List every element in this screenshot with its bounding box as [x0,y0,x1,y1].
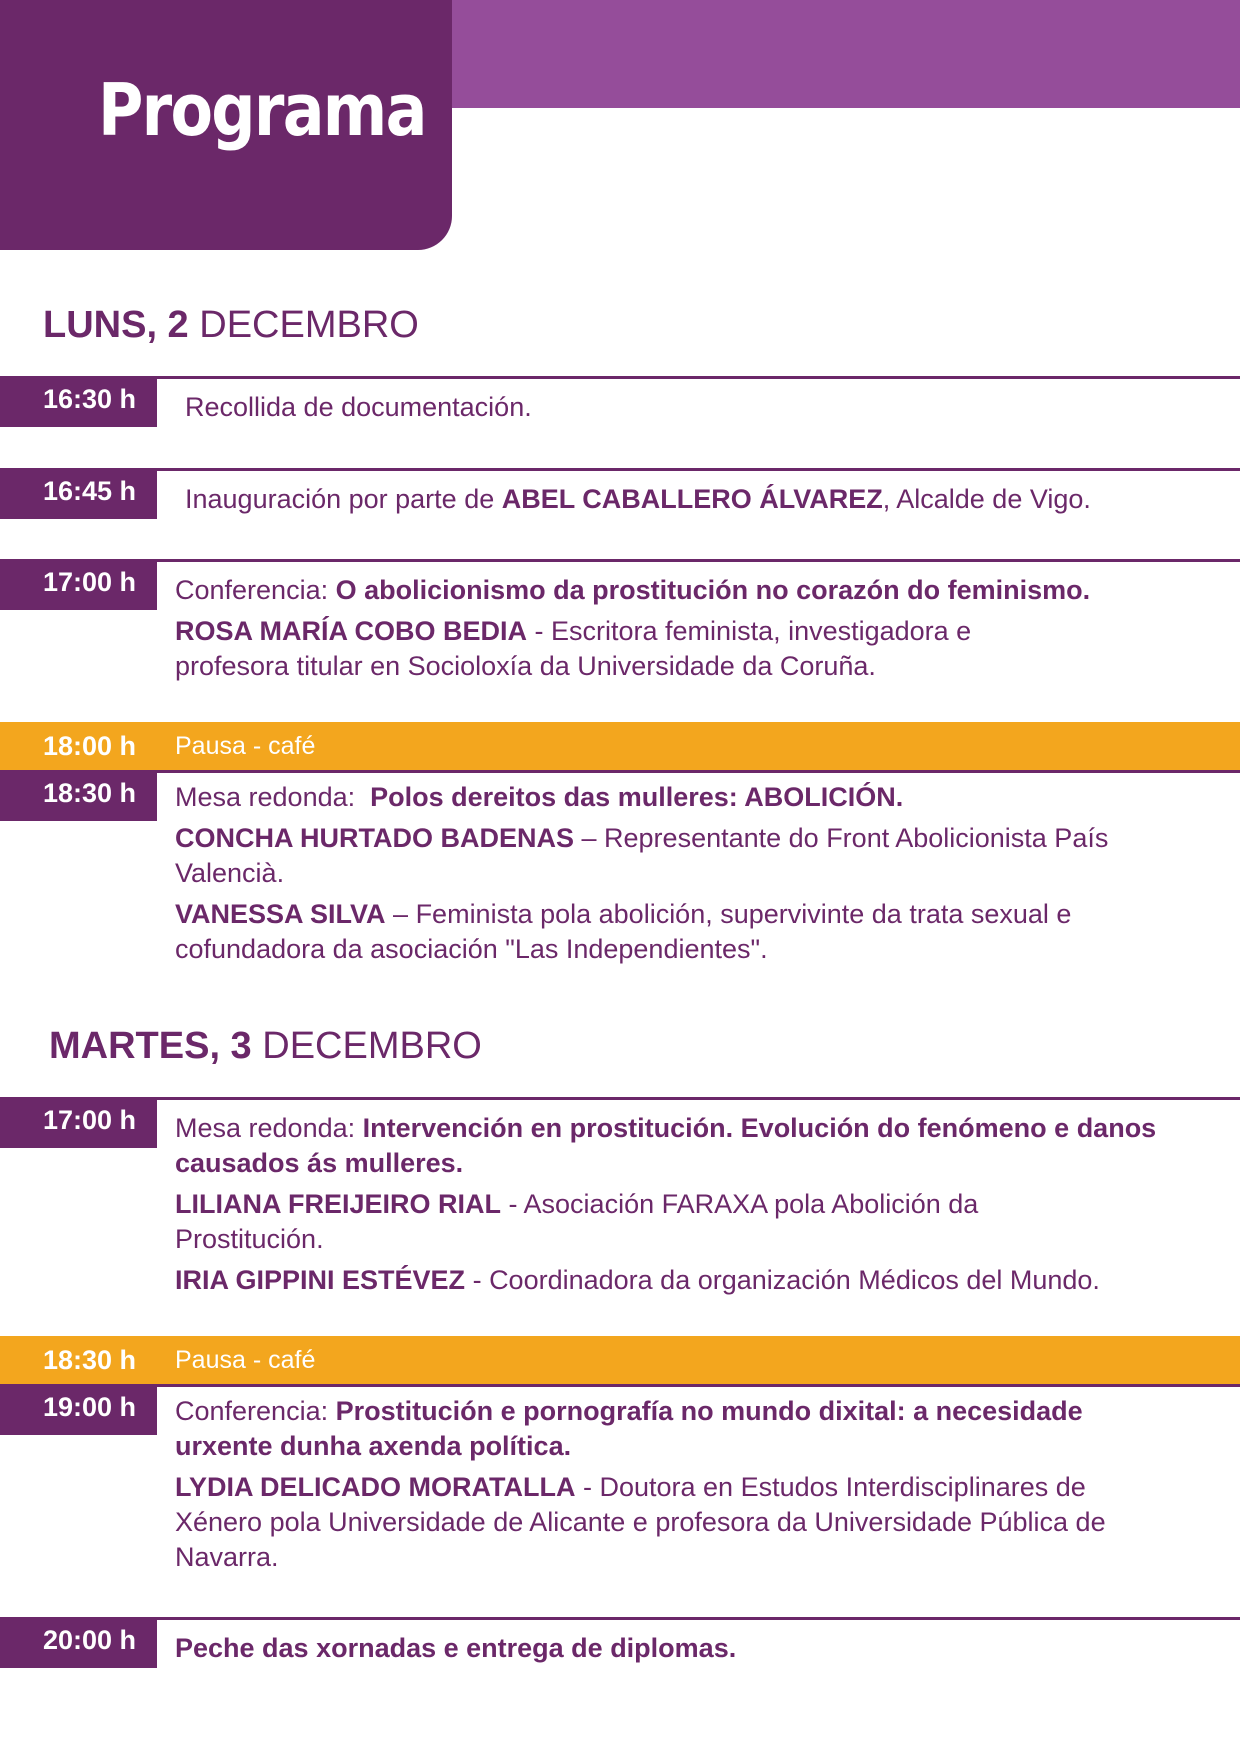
schedule-row [0,376,1240,436]
event-text: Inauguración por parte de ABEL CABALLERO ÁLVAREZ, Alcalde de Vigo. [185,484,1091,514]
event-content [185,390,532,425]
schedule-row [0,468,1240,528]
event-title: Peche das xornadas e entrega de diplomas. [175,1633,737,1663]
event-title: Mesa redonda: Intervención en prostitución. Evolución do fenómeno e danos causados ás mulleres. [175,1113,1157,1178]
event-time: 18:30 h [0,770,157,821]
pause-label: Pausa - café [175,1346,316,1374]
event-time: 16:30 h [0,376,157,427]
speaker-line: LILIANA FREIJEIRO RIAL - Asociación FARAXA pola Abolición da Prostitución. [175,1189,979,1254]
speaker-line: CONCHA HURTADO BADENAS – Representante do Front Abolicionista País Valencià. [175,823,1109,888]
event-content [175,573,1175,684]
speaker-name: CONCHA HURTADO BADENAS [175,823,574,853]
event-title: Conferencia: O abolicionismo da prostitución no corazón do feminismo. [175,575,1091,605]
header-accent-bar [450,0,1240,108]
row-divider [0,468,1240,471]
pause-bar [0,722,1240,770]
event-time: 19:00 h [0,1384,157,1435]
event-text: Recollida de documentación. [185,392,532,422]
event-content [175,1111,1165,1298]
title-box [0,0,452,250]
row-divider [0,1617,1240,1620]
speaker-line: ROSA MARÍA COBO BEDIA - Escritora feminista, investigadora e profesora titular en Socioloxía da Universidade da Coruña. [175,616,972,681]
speaker-name: LYDIA DELICADO MORATALLA [175,1472,576,1502]
event-content [175,1394,1185,1575]
schedule-row [0,770,1240,970]
speaker-line: LYDIA DELICADO MORATALLA - Doutora en Estudos Interdisciplinares de Xénero pola Universidade de Alicante e profesora da Universidade Pública de Navarra. [175,1472,1106,1572]
day-heading-luns: LUNS, 2 DECEMBRO [43,304,419,346]
event-time: 20:00 h [0,1617,157,1668]
pause-time: 18:30 h [43,1345,137,1375]
speaker-name: LILIANA FREIJEIRO RIAL [175,1189,502,1219]
event-content [175,1631,736,1666]
speaker-name: ROSA MARÍA COBO BEDIA [175,616,528,646]
speaker-name: ABEL CABALLERO ÁLVAREZ [501,484,883,514]
event-time: 17:00 h [0,1097,157,1148]
speaker-line: IRIA GIPPINI ESTÉVEZ - Coordinadora da organización Médicos del Mundo. [175,1265,1100,1295]
event-time: 17:00 h [0,559,157,610]
page-title: Programa [98,68,426,152]
row-divider [0,1097,1240,1100]
event-title: Conferencia: Prostitución e pornografía no mundo dixital: a necesidade urxente dunha axenda política. [175,1396,1083,1461]
event-content [175,780,1185,967]
row-divider [0,770,1240,773]
day-heading-martes: MARTES, 3 DECEMBRO [49,1025,482,1067]
schedule-row [0,1384,1240,1584]
row-divider [0,376,1240,379]
schedule-row [0,1097,1240,1297]
pause-time: 18:00 h [43,731,137,761]
speaker-line: VANESSA SILVA – Feminista pola abolición, supervivinte da trata sexual e cofundadora da asociación "Las Independientes". [175,899,1072,964]
event-title: Mesa redonda: Polos dereitos das mulleres: ABOLICIÓN. [175,782,904,812]
event-time: 16:45 h [0,468,157,519]
pause-bar [0,1336,1240,1384]
row-divider [0,559,1240,562]
speaker-name: VANESSA SILVA [175,899,386,929]
schedule-row [0,1617,1240,1677]
schedule-row [0,559,1240,689]
row-divider [0,1384,1240,1387]
pause-label: Pausa - café [175,732,316,760]
speaker-name: IRIA GIPPINI ESTÉVEZ [175,1265,466,1295]
event-content [185,482,1091,517]
